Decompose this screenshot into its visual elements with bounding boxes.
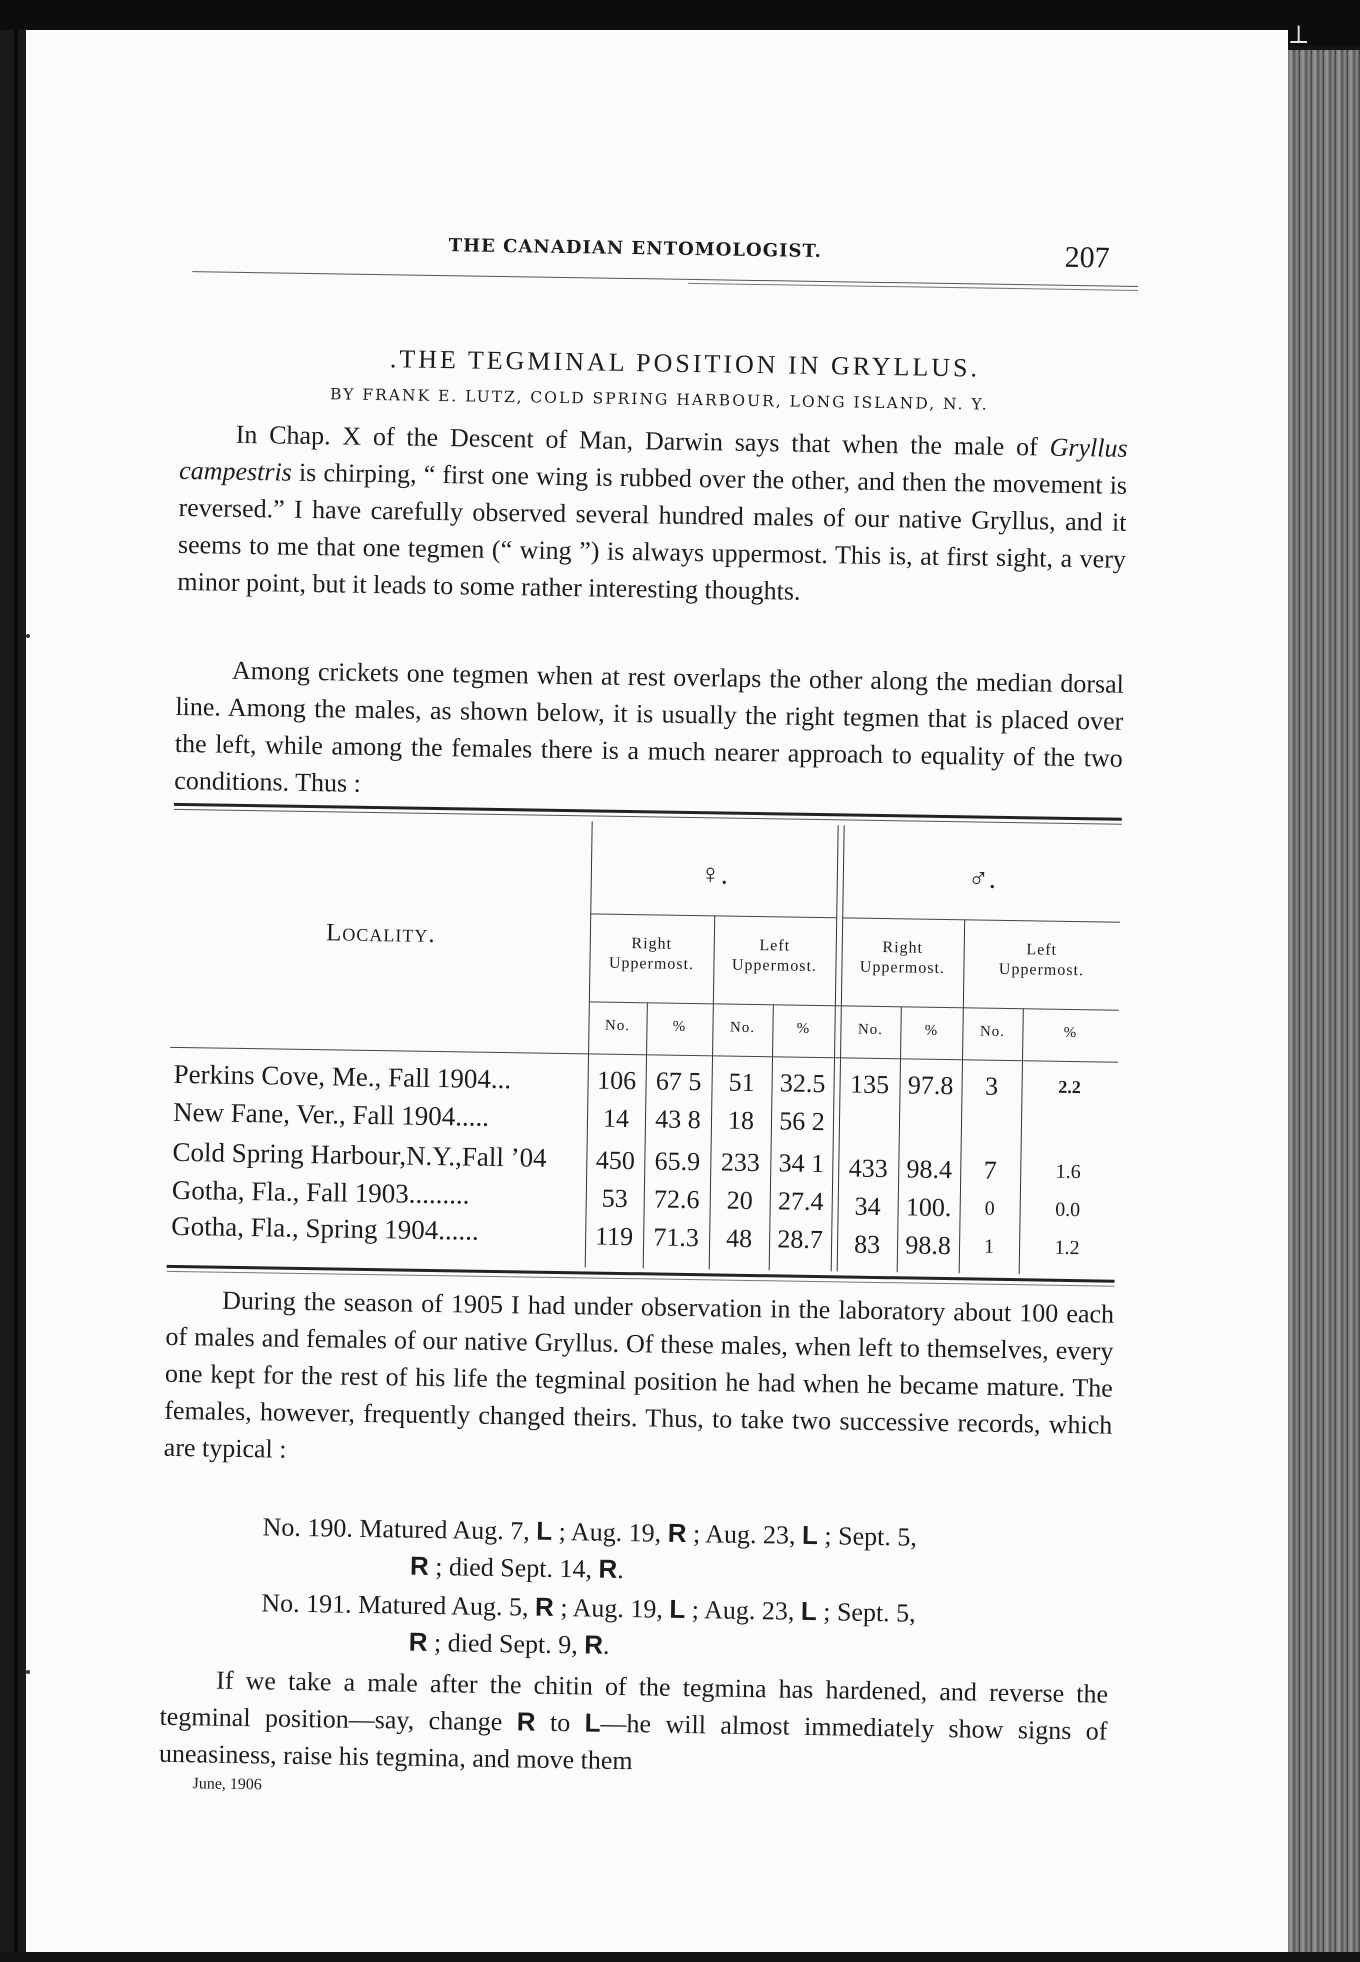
paragraph-4-text: to xyxy=(535,1707,585,1738)
cell-value: 1 xyxy=(983,1235,995,1258)
col-header-no: No. xyxy=(979,1023,1006,1040)
cell-value: 3 xyxy=(984,1071,999,1101)
record-text: No. 190. Matured Aug. 7, xyxy=(262,1512,537,1546)
record-position: R xyxy=(667,1517,687,1549)
cell-value: 71.3 xyxy=(653,1222,700,1253)
cell-value: 34 1 xyxy=(778,1148,825,1179)
cell-value: 106 xyxy=(596,1065,637,1096)
cell-value: 51 xyxy=(728,1067,755,1098)
female-right-header xyxy=(589,933,714,975)
record-text: No. 191. Matured Aug. 5, xyxy=(261,1588,536,1622)
cell-value xyxy=(1021,1110,1117,1112)
cell-value xyxy=(839,1107,899,1108)
male-right-header xyxy=(841,937,964,979)
record-position: L xyxy=(800,1595,817,1627)
record-text: ; Aug. 23, xyxy=(686,1519,803,1550)
cell-value: 433 xyxy=(848,1153,889,1184)
record-text: . xyxy=(602,1630,610,1660)
cell-value: 1.6 xyxy=(1055,1160,1081,1184)
species-name: Gryllus campestris xyxy=(178,432,1128,487)
female-left-header xyxy=(713,935,836,977)
record-text: ; died Sept. 14, xyxy=(428,1551,599,1584)
paragraph-2 xyxy=(174,651,1124,814)
cell-value: 53 xyxy=(601,1183,629,1214)
col-header-pct: % xyxy=(924,1022,939,1039)
record-position: L xyxy=(801,1519,819,1551)
row-locality: New Fane, Ver., Fall 1904..... xyxy=(172,1096,490,1132)
record-position: R xyxy=(534,1591,555,1622)
position-symbol: R xyxy=(516,1706,536,1737)
paragraph-1-text-b: is chirping, “ first one wing is rubbed over the other, and then the movement is reversed.” I have carefully observed several hundred males of our native Gryllus, and it seems to me that one tegmen (“ wing ”) is always uppermost. This is, at first sight, a very minor point, but it leads to some rather interesting thoughts. xyxy=(177,457,1128,606)
issue-date: June, 1906 xyxy=(192,1775,262,1794)
subheader-line: Right xyxy=(882,939,924,957)
female-header: ♀. xyxy=(699,859,729,891)
row-locality: Gotha, Fla., Spring 1904...... xyxy=(171,1210,479,1246)
paragraph-4-text: —he will almost immediately show signs of uneasiness, raise his tegmina, and move them xyxy=(158,1708,1108,1776)
subheader-line: Uppermost. xyxy=(859,958,946,978)
cell-value: 98.4 xyxy=(906,1154,953,1185)
cell-value: 72.6 xyxy=(653,1184,700,1215)
cell-value: 119 xyxy=(594,1221,634,1252)
paragraph-3-text: During the season of 1905 I had under observation in the laboratory about 100 each of males and females of our native Gryllus. Of these males, when left to themselves, every one kept for the rest of his life the tegminal position he had when he became mature. The females, however, frequently changed theirs. Thus, to take two successive records, which are typical : xyxy=(163,1285,1115,1464)
cell-value: 43 8 xyxy=(655,1104,702,1135)
col-header-no: No. xyxy=(729,1019,756,1037)
cell-value: 233 xyxy=(720,1147,761,1178)
cell-value: 2.2 xyxy=(1058,1076,1081,1098)
subheader-line: Uppermost. xyxy=(731,956,818,976)
paragraph-2-text: Among crickets one tegmen when at rest overlaps the other along the median dorsal line. Among the males, as shown below, it is usually the right tegmen that is placed over the left, while among the females there is a much nearer approach to equality of the two conditions. Thus : xyxy=(174,655,1125,798)
row-locality: Gotha, Fla., Fall 1903......... xyxy=(171,1174,470,1210)
cell-value: 48 xyxy=(725,1223,753,1254)
article-title: .THE TEGMINAL POSITION IN GRYLLUS. xyxy=(389,344,981,383)
record-position: R xyxy=(409,1550,430,1581)
record-text: ; Sept. 5, xyxy=(817,1521,918,1552)
table-rule xyxy=(589,1001,1119,1010)
cell-value: 32.5 xyxy=(779,1068,826,1099)
cell-value: 97.8 xyxy=(907,1070,954,1101)
record-text: ; Sept. 5, xyxy=(816,1597,916,1628)
record-text: ; died Sept. 9, xyxy=(427,1627,585,1660)
record-text: . xyxy=(617,1554,624,1585)
running-title: THE CANADIAN ENTOMOLOGIST. xyxy=(448,235,822,262)
record-190 xyxy=(262,1508,1111,1595)
article-byline: BY FRANK E. LUTZ, COLD SPRING HARBOUR, LONG ISLAND, N. Y. xyxy=(329,385,989,414)
cell-value: 14 xyxy=(602,1103,630,1134)
male-header: ♂. xyxy=(967,863,997,895)
paragraph-1-text-a: In Chap. X of the Descent of Man, Darwin says that when the male of xyxy=(235,419,1050,462)
book-spine xyxy=(1288,50,1360,1952)
paragraph-4-text: If we take a male after the chitin of the tegmina has hardened, and reverse the tegminal position—say, change xyxy=(159,1665,1109,1737)
paragraph-1 xyxy=(177,415,1128,615)
male-left-header xyxy=(963,939,1120,981)
col-header-no: No. xyxy=(604,1017,631,1035)
paragraph-4 xyxy=(159,1661,1109,1787)
cell-value: 67 5 xyxy=(655,1066,702,1097)
record-text: ; Aug. 19, xyxy=(553,1592,670,1624)
cell-value: 28.7 xyxy=(777,1224,824,1255)
record-position: R xyxy=(584,1629,604,1660)
row-locality: Cold Spring Harbour,N.Y.,Fall ’04 xyxy=(172,1136,547,1173)
paragraph-3 xyxy=(164,1281,1115,1481)
table-rule xyxy=(842,917,1120,922)
scan-speck xyxy=(26,634,30,638)
cell-value xyxy=(899,1108,961,1109)
cell-value: 0 xyxy=(984,1197,995,1220)
record-text: ; Aug. 19, xyxy=(551,1516,668,1548)
cell-value xyxy=(961,1109,1021,1110)
record-position: L xyxy=(669,1593,686,1625)
cell-value: 135 xyxy=(849,1069,890,1100)
subheader-line: Uppermost. xyxy=(608,954,695,974)
record-position: R xyxy=(408,1626,428,1657)
subheader-line: Left xyxy=(759,937,791,955)
data-table xyxy=(167,815,1122,1276)
cell-value: 65.9 xyxy=(654,1146,701,1177)
col-header-pct: % xyxy=(796,1020,811,1037)
cell-value: 34 xyxy=(854,1191,881,1222)
cell-value: 0.0 xyxy=(1054,1198,1081,1222)
col-header-pct: % xyxy=(1063,1024,1078,1042)
position-symbol: L xyxy=(584,1707,601,1738)
record-position: L xyxy=(536,1515,553,1546)
cell-value: 18 xyxy=(727,1105,755,1136)
table-divider xyxy=(1019,1008,1024,1274)
cell-value: 100. xyxy=(905,1192,952,1223)
cell-value: 450 xyxy=(595,1145,636,1176)
page-content xyxy=(10,21,1302,1962)
book-page xyxy=(26,30,1288,1952)
cell-value: 56 2 xyxy=(779,1106,825,1137)
cell-value: 7 xyxy=(983,1155,997,1185)
row-locality: Perkins Cove, Me., Fall 1904... xyxy=(173,1058,512,1095)
record-191 xyxy=(261,1584,1110,1671)
scan-corner-mark: ⟂ xyxy=(1290,20,1308,49)
col-header-no: No. xyxy=(857,1021,884,1039)
cell-value: 98.8 xyxy=(905,1230,952,1261)
record-position: R xyxy=(598,1553,618,1584)
cell-value: 20 xyxy=(726,1185,753,1216)
scan-speck xyxy=(26,1670,30,1674)
locality-header: Locality. xyxy=(325,919,436,949)
record-text: ; Aug. 23, xyxy=(685,1595,802,1626)
cell-value: 1.2 xyxy=(1054,1236,1080,1260)
subheader-line: Right xyxy=(631,935,673,953)
cell-value: 27.4 xyxy=(777,1186,824,1217)
col-header-pct: % xyxy=(672,1018,687,1035)
subheader-line: Left xyxy=(1026,941,1058,959)
cell-value: 83 xyxy=(853,1229,881,1260)
page-number: 207 xyxy=(1064,240,1110,275)
subheader-line: Uppermost. xyxy=(998,960,1085,980)
header-rule xyxy=(192,271,1138,287)
